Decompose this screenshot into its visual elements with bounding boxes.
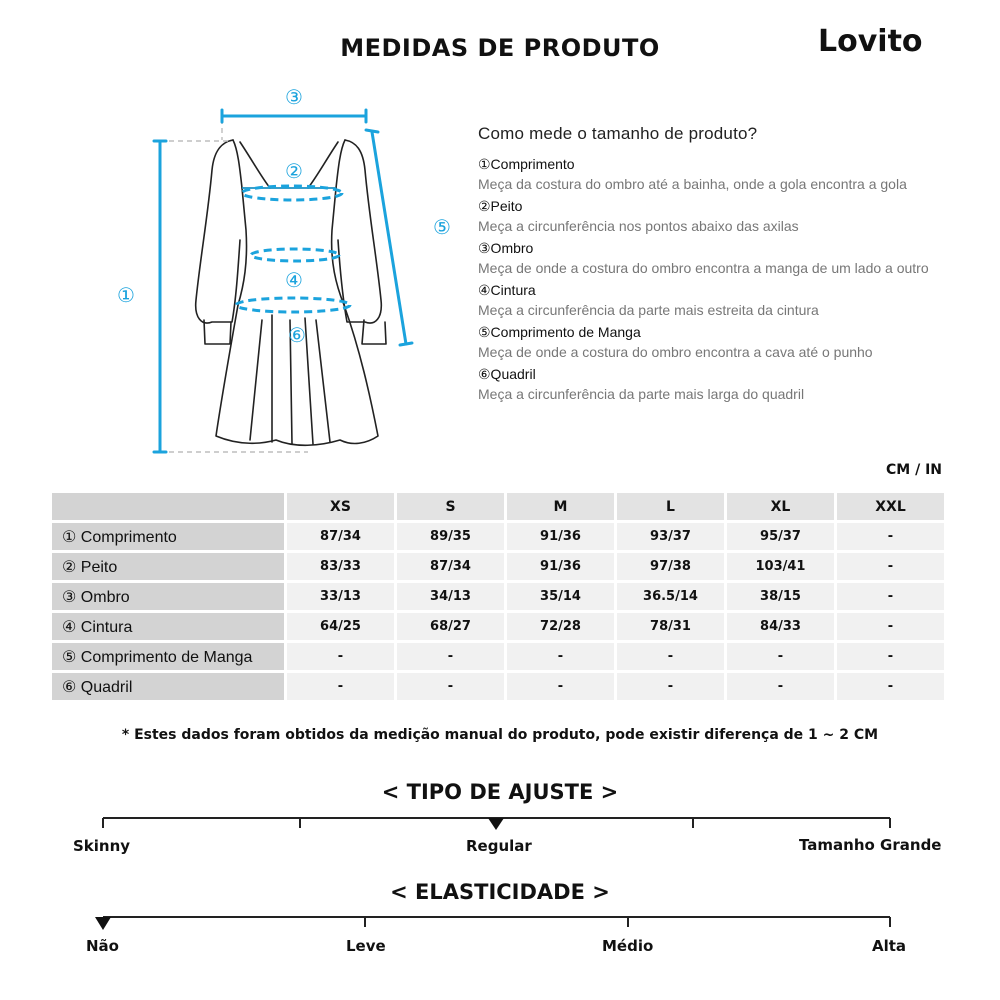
units-label: CM / IN (886, 462, 942, 478)
fit-indicator-icon (488, 818, 504, 830)
table-cell: - (617, 673, 724, 700)
table-cell: 87/34 (397, 553, 504, 580)
table-cell: 91/36 (507, 553, 614, 580)
marker-sleeve: ⑤ (433, 215, 451, 239)
table-cell: - (837, 613, 944, 640)
elasticity-label-high: Alta (872, 937, 907, 955)
table-cell: - (727, 673, 834, 700)
measure-description: Meça de onde a costura do ombro encontra a manga de um lado a outro (478, 260, 929, 276)
table-cell: 95/37 (727, 523, 834, 550)
dress-measurement-diagram (95, 80, 465, 470)
measure-description: Meça de onde a costura do ombro encontra a cava até o punho (478, 344, 873, 360)
table-cell: - (837, 553, 944, 580)
table-cell: - (507, 643, 614, 670)
table-cell: 89/35 (397, 523, 504, 550)
measure-description: Meça a circunferência da parte mais larga do quadril (478, 386, 805, 402)
size-header: XXL (837, 493, 944, 520)
measure-name: ③Ombro (478, 240, 534, 256)
measure-item (478, 280, 938, 320)
table-row (52, 673, 944, 700)
table-cell: 97/38 (617, 553, 724, 580)
table-cell: 64/25 (287, 613, 394, 640)
measure-description: Meça a circunferência da parte mais estreita da cintura (478, 302, 819, 318)
size-header: M (507, 493, 614, 520)
table-row (52, 523, 944, 550)
how-to-measure-question: Como mede o tamanho de produto? (478, 124, 758, 143)
table-header-row (52, 493, 944, 520)
table-cell: - (837, 643, 944, 670)
measure-name: ⑤Comprimento de Manga (478, 324, 641, 340)
row-label: ① Comprimento (52, 523, 284, 550)
elasticity-label-light: Leve (346, 937, 386, 955)
row-label: ③ Ombro (52, 583, 284, 610)
measure-item (478, 322, 938, 362)
marker-waist: ④ (285, 268, 303, 292)
measurement-note: * Estes dados foram obtidos da medição manual do produto, pode existir diferença de 1 ~ 2 CM (121, 727, 879, 743)
elasticity-label-medium: Médio (602, 937, 654, 955)
table-row (52, 643, 944, 670)
table-cell: - (837, 523, 944, 550)
table-cell: - (287, 673, 394, 700)
table-cell: 38/15 (727, 583, 834, 610)
size-header: S (397, 493, 504, 520)
table-cell: 87/34 (287, 523, 394, 550)
table-cell: 35/14 (507, 583, 614, 610)
table-cell: - (397, 673, 504, 700)
table-row (52, 553, 944, 580)
marker-shoulder: ③ (285, 85, 303, 109)
fit-type-title: < TIPO DE AJUSTE > (381, 780, 619, 804)
size-header: XL (727, 493, 834, 520)
table-cell: - (617, 643, 724, 670)
row-label: ② Peito (52, 553, 284, 580)
table-corner (52, 493, 284, 520)
marker-hip: ⑥ (288, 323, 306, 347)
page-title: MEDIDAS DE PRODUTO (340, 34, 660, 62)
measure-name: ①Comprimento (478, 156, 575, 172)
measure-description: Meça da costura do ombro até a bainha, onde a gola encontra a gola (478, 176, 907, 192)
table-cell: - (397, 643, 504, 670)
measure-name: ②Peito (478, 198, 523, 214)
elasticity-title: < ELASTICIDADE > (390, 880, 610, 904)
size-header: XS (287, 493, 394, 520)
elasticity-indicator-icon (95, 917, 111, 930)
table-cell: 78/31 (617, 613, 724, 640)
table-cell: - (837, 673, 944, 700)
table-cell: 91/36 (507, 523, 614, 550)
fit-label-regular: Regular (466, 837, 532, 855)
table-row (52, 583, 944, 610)
table-cell: 33/13 (287, 583, 394, 610)
marker-length: ① (117, 283, 135, 307)
row-label: ⑤ Comprimento de Manga (52, 643, 284, 670)
size-header: L (617, 493, 724, 520)
fit-label-skinny: Skinny (73, 837, 131, 855)
table-cell: - (507, 673, 614, 700)
table-cell: 84/33 (727, 613, 834, 640)
elasticity-label-none: Não (86, 937, 119, 955)
row-label: ⑥ Quadril (52, 673, 284, 700)
table-cell: - (287, 643, 394, 670)
table-cell: 68/27 (397, 613, 504, 640)
row-label: ④ Cintura (52, 613, 284, 640)
table-cell: 103/41 (727, 553, 834, 580)
marker-chest: ② (285, 159, 303, 183)
measure-item (478, 364, 938, 404)
table-cell: 93/37 (617, 523, 724, 550)
table-cell: - (837, 583, 944, 610)
table-cell: 72/28 (507, 613, 614, 640)
table-cell: - (727, 643, 834, 670)
measure-name: ④Cintura (478, 282, 536, 298)
measure-item (478, 154, 938, 194)
brand-logo: Lovito (818, 24, 923, 59)
table-cell: 83/33 (287, 553, 394, 580)
table-cell: 36.5/14 (617, 583, 724, 610)
table-row (52, 613, 944, 640)
measure-name: ⑥Quadril (478, 366, 536, 382)
table-cell: 34/13 (397, 583, 504, 610)
measure-description: Meça a circunferência nos pontos abaixo das axilas (478, 218, 799, 234)
how-to-measure (478, 124, 938, 406)
measure-item (478, 238, 938, 278)
fit-label-large: Tamanho Grande (799, 836, 942, 854)
size-table (49, 490, 947, 703)
measure-item (478, 196, 938, 236)
